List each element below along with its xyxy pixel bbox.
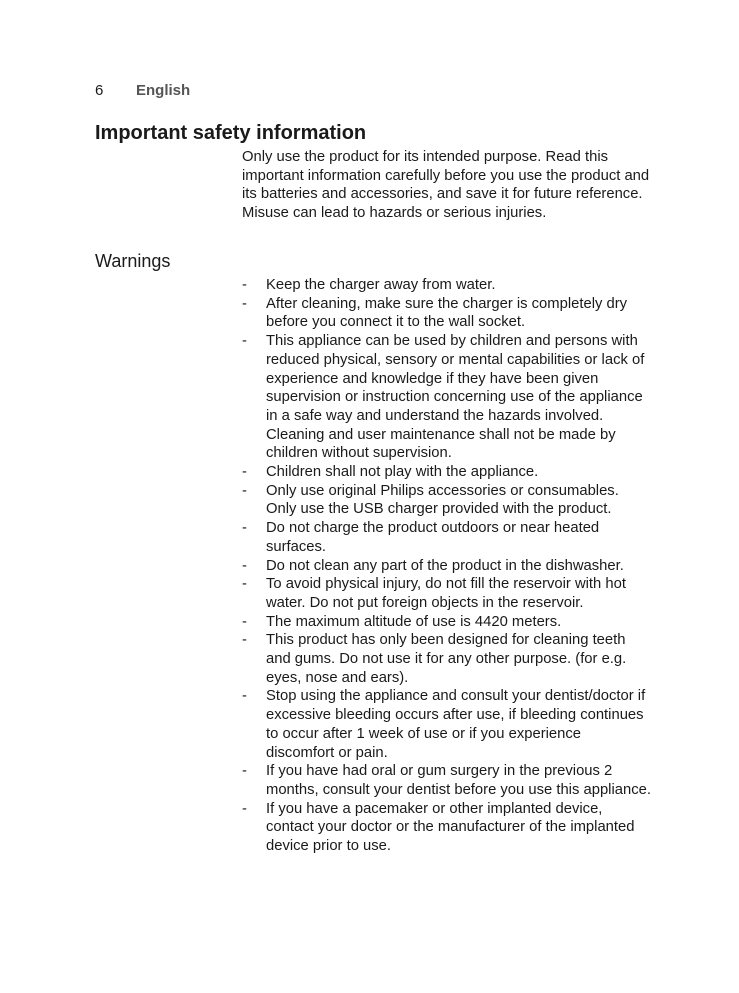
- page-language: English: [136, 82, 191, 99]
- warnings-list: [242, 276, 652, 856]
- warning-item: - This product has only been designed for cleaning teeth and gums. Do not use it for any other purpose. (for e.g. eyes, nose and ears).: [242, 631, 652, 687]
- page-header: [95, 82, 190, 100]
- warning-item: - The maximum altitude of use is 4420 meters.: [242, 613, 652, 632]
- warning-item: - If you have had oral or gum surgery in the previous 2 months, consult your dentist before you use this appliance.: [242, 762, 652, 799]
- warning-item: - After cleaning, make sure the charger is completely dry before you connect it to the wall socket.: [242, 295, 652, 332]
- warning-item: - Keep the charger away from water.: [242, 276, 652, 295]
- warning-item: - Children shall not play with the appliance.: [242, 463, 652, 482]
- warning-item: - Stop using the appliance and consult your dentist/doctor if excessive bleeding occurs after use, if bleeding continues to occur after 1 week of use or if you experience discomfort or pain.: [242, 687, 652, 762]
- intro-paragraph: Only use the product for its intended purpose. Read this important information carefully before you use the product and its batteries and accessories, and save it for future reference. Misuse can lead to hazards or serious injuries.: [242, 149, 650, 222]
- warning-item: - Only use original Philips accessories or consumables. Only use the USB charger provided with the product.: [242, 482, 652, 519]
- warnings-heading: Warnings: [95, 251, 171, 271]
- section-title: Important safety information: [95, 122, 367, 144]
- warning-item: - Do not clean any part of the product in the dishwasher.: [242, 557, 652, 576]
- page-number: 6: [95, 82, 104, 99]
- warning-item: - Do not charge the product outdoors or near heated surfaces.: [242, 519, 652, 556]
- warning-item: - This appliance can be used by children and persons with reduced physical, sensory or mental capabilities or lack of experience and knowledge if they have been given supervision or instruction concerning use of the appliance in a safe way and understand the hazards involved. Cleaning and user maintenance shall not be made by children without supervision.: [242, 332, 652, 463]
- warning-item: - To avoid physical injury, do not fill the reservoir with hot water. Do not put foreign objects in the reservoir.: [242, 575, 652, 612]
- warning-item: - If you have a pacemaker or other implanted device, contact your doctor or the manufacturer of the implanted device prior to use.: [242, 800, 652, 856]
